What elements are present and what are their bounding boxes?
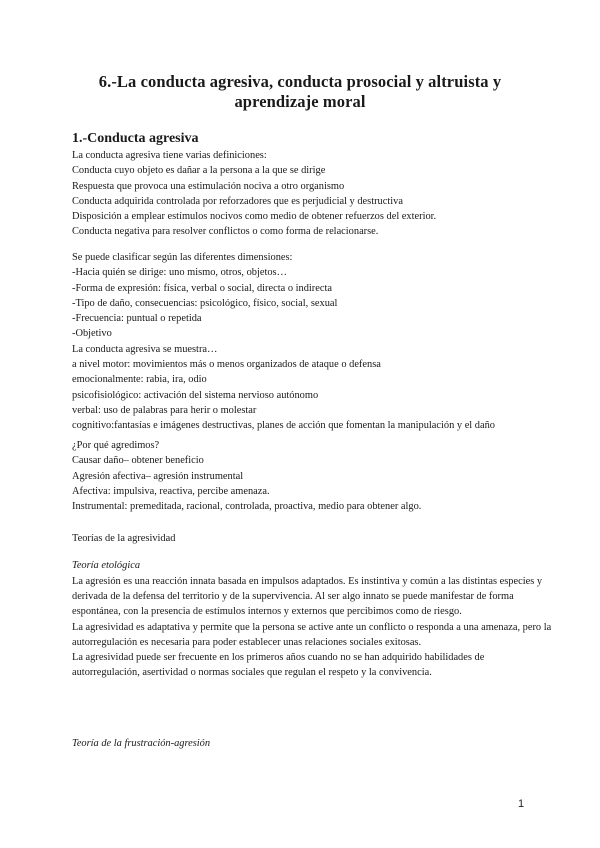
why-item: Agresión afectiva– agresión instrumental xyxy=(72,470,244,482)
manifestation-item: psicofisiológico: activación del sistema nervioso autónomo xyxy=(72,389,319,401)
manifestation-item: verbal: uso de palabras para herir o molestar xyxy=(72,404,257,416)
dimensions-list xyxy=(72,250,552,434)
definition-item: Respuesta que provoca una estimulación nociva a otro organismo xyxy=(72,180,345,192)
ethological-paragraph: La agresividad puede ser frecuente en los primeros años cuando no se han adquirido habilidades de autorregulación, asertividad o normas sociales que regulan el respeto y la convivencia. xyxy=(72,652,485,679)
manifestation-item: a nivel motor: movimientos más o menos organizados de ataque o defensa xyxy=(72,359,381,371)
ethological-paragraph: La agresión es una reacción innata basada en impulsos adaptados. Es instintiva y común a las distintas especies y derivada de la defensa del territorio y de la supervivencia. Al ser algo innato se puede manifestar de forma espontánea, con la presencia de estímulos internos y externos que percibimos como de riesgo. xyxy=(72,576,543,618)
dimension-item: -Objetivo xyxy=(72,328,112,340)
dimension-item: -Forma de expresión: física, verbal o social, directa o indirecta xyxy=(72,282,332,294)
dimension-item: -Tipo de daño, consecuencias: psicológico, físico, social, sexual xyxy=(72,297,338,309)
why-item: Instrumental: premeditada, racional, controlada, proactiva, medio para obtener algo. xyxy=(72,501,422,513)
why-list xyxy=(72,438,552,514)
ethological-paragraph: La agresividad es adaptativa y permite que la persona se active ante un conflicto o responda a una amenaza, pero la autorregulación es necesaria para poder establecer unas relaciones sociales exitosas. xyxy=(72,621,552,648)
definitions-intro: La conducta agresiva tiene varias definiciones: xyxy=(72,150,267,161)
definition-item: Conducta cuyo objeto es dañar a la persona a la que se dirige xyxy=(72,165,326,177)
dimension-item: -Hacia quién se dirige: uno mismo, otros, objetos… xyxy=(72,267,287,279)
definition-item: Disposición a emplear estímulos nocivos como medio de obtener refuerzos del exterior. xyxy=(72,211,437,223)
theories-heading: Teorías de la agresividad xyxy=(72,533,176,544)
frustration-heading-block xyxy=(72,738,552,749)
document-title: 6.-La conducta agresiva, conducta prosocial y altruista y aprendizaje moral xyxy=(98,72,502,111)
definitions-list xyxy=(72,148,552,240)
manifestation-item: emocionalmente: rabia, ira, odio xyxy=(72,374,207,386)
ethological-body xyxy=(72,574,552,680)
dimensions-intro: Se puede clasificar según las diferentes dimensiones: xyxy=(72,252,293,263)
manifestation-item: cognitivo:fantasías e imágenes destructivas, planes de acción que fomentan la manipulación y el daño xyxy=(72,420,495,432)
frustration-theory-heading: Teoría de la frustración-agresión xyxy=(72,738,211,749)
definition-item: Conducta negativa para resolver conflictos o como forma de relacionarse. xyxy=(72,226,379,238)
theories-heading-block xyxy=(72,531,552,546)
manifestation-intro: La conducta agresiva se muestra… xyxy=(72,343,218,355)
dimension-item: -Frecuencia: puntual o repetida xyxy=(72,313,202,325)
ethological-heading-block xyxy=(72,560,552,571)
page-number: 1 xyxy=(518,798,525,810)
section-heading-conducta-agresiva: 1.-Conducta agresiva xyxy=(72,131,199,146)
definition-item: Conducta adquirida controlada por reforzadores que es perjudicial y destructiva xyxy=(72,195,403,207)
why-item: Causar daño– obtener beneficio xyxy=(72,455,204,467)
why-question: ¿Por qué agredimos? xyxy=(72,440,160,451)
why-item: Afectiva: impulsiva, reactiva, percibe amenaza. xyxy=(72,485,270,497)
ethological-theory-heading: Teoría etológica xyxy=(72,560,141,571)
